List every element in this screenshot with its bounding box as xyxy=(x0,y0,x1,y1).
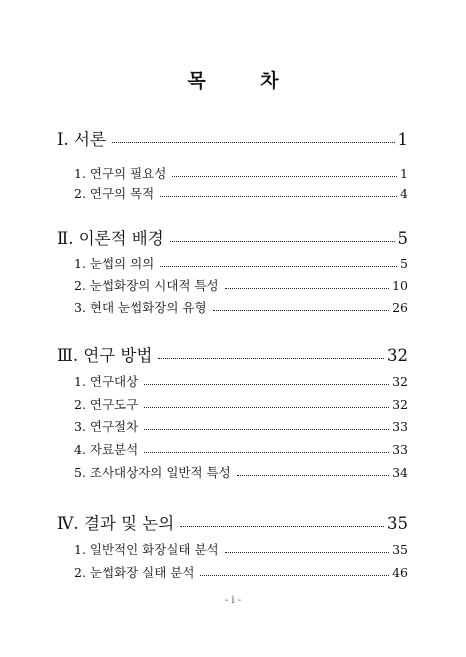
toc-entry-label: Ⅰ. 서론 xyxy=(57,130,106,149)
toc-entry-label: Ⅲ. 연구 방법 xyxy=(57,346,153,365)
toc-page-number: 1 xyxy=(397,130,408,149)
toc-entry-label: Ⅱ. 이론적 배경 xyxy=(57,229,164,248)
dot-leader xyxy=(144,405,389,408)
dot-leader xyxy=(158,356,384,359)
toc-chapter-3[interactable] xyxy=(57,342,408,366)
dot-leader xyxy=(172,174,397,177)
toc-chapter-1[interactable] xyxy=(57,126,408,150)
toc-page-number: 35 xyxy=(392,542,408,557)
toc-entry-label: 3. 연구절차 xyxy=(74,419,139,434)
toc-page-number: 1 xyxy=(400,166,408,181)
dot-leader xyxy=(160,194,397,197)
toc-section-3-3[interactable] xyxy=(74,417,408,435)
toc-entry-label: 1. 눈썹의 의의 xyxy=(74,256,155,271)
toc-chapter-2[interactable] xyxy=(57,225,408,249)
toc-section-3-2[interactable] xyxy=(74,395,408,413)
toc-entry-label: 1. 일반적인 화장실태 분석 xyxy=(74,542,219,557)
dot-leader xyxy=(144,450,389,453)
toc-section-2-2[interactable] xyxy=(74,276,408,294)
toc-page-number: 46 xyxy=(392,565,408,580)
toc-section-1-1[interactable] xyxy=(74,164,408,182)
toc-section-3-1[interactable] xyxy=(74,372,408,390)
dot-leader xyxy=(180,524,384,527)
toc-section-2-3[interactable] xyxy=(74,298,408,316)
toc-entry-label: 3. 현대 눈썹화장의 유형 xyxy=(74,300,207,315)
toc-page-number: 5 xyxy=(400,256,408,271)
toc-page-number: 32 xyxy=(392,397,408,412)
dot-leader xyxy=(213,308,390,311)
toc-page-number: 10 xyxy=(392,278,408,293)
toc-section-4-1[interactable] xyxy=(74,540,408,558)
toc-page-number: 32 xyxy=(392,374,408,389)
toc-section-3-5[interactable] xyxy=(74,463,408,481)
toc-section-4-2[interactable] xyxy=(74,563,408,581)
dot-leader xyxy=(225,550,389,553)
dot-leader xyxy=(200,573,389,576)
toc-page-number: 5 xyxy=(397,229,408,248)
toc-entry-label: 1. 연구대상 xyxy=(74,374,139,389)
toc-entry-label: 2. 눈썹화장 실태 분석 xyxy=(74,565,195,580)
toc-entry-label: 2. 눈썹화장의 시대적 특성 xyxy=(74,278,219,293)
dot-leader xyxy=(170,239,395,242)
toc-section-3-4[interactable] xyxy=(74,440,408,458)
dot-leader xyxy=(160,264,397,267)
page-footer: - i - xyxy=(224,595,242,606)
toc-page-number: 26 xyxy=(392,300,408,315)
toc-chapter-4[interactable] xyxy=(57,510,408,534)
toc-page-number: 32 xyxy=(387,346,408,365)
toc-entry-label: 4. 자료분석 xyxy=(74,442,139,457)
toc-page-number: 35 xyxy=(387,514,408,533)
dot-leader xyxy=(225,286,389,289)
toc-entry-label: 2. 연구도구 xyxy=(74,397,139,412)
toc-entry-label: Ⅳ. 결과 및 논의 xyxy=(57,514,175,533)
dot-leader xyxy=(144,382,389,385)
dot-leader xyxy=(112,140,395,143)
toc-entry-label: 1. 연구의 필요성 xyxy=(74,166,167,181)
toc-page-number: 4 xyxy=(400,186,408,201)
toc-page-number: 33 xyxy=(392,442,408,457)
dot-leader xyxy=(237,473,389,476)
toc-section-1-2[interactable] xyxy=(74,184,408,202)
toc-page-number: 33 xyxy=(392,419,408,434)
toc-entry-label: 5. 조사대상자의 일반적 특성 xyxy=(74,465,231,480)
toc-page-number: 34 xyxy=(392,465,408,480)
dot-leader xyxy=(144,427,389,430)
page-title: 목 차 xyxy=(187,70,303,92)
toc-section-2-1[interactable] xyxy=(74,254,408,272)
toc-entry-label: 2. 연구의 목적 xyxy=(74,186,155,201)
